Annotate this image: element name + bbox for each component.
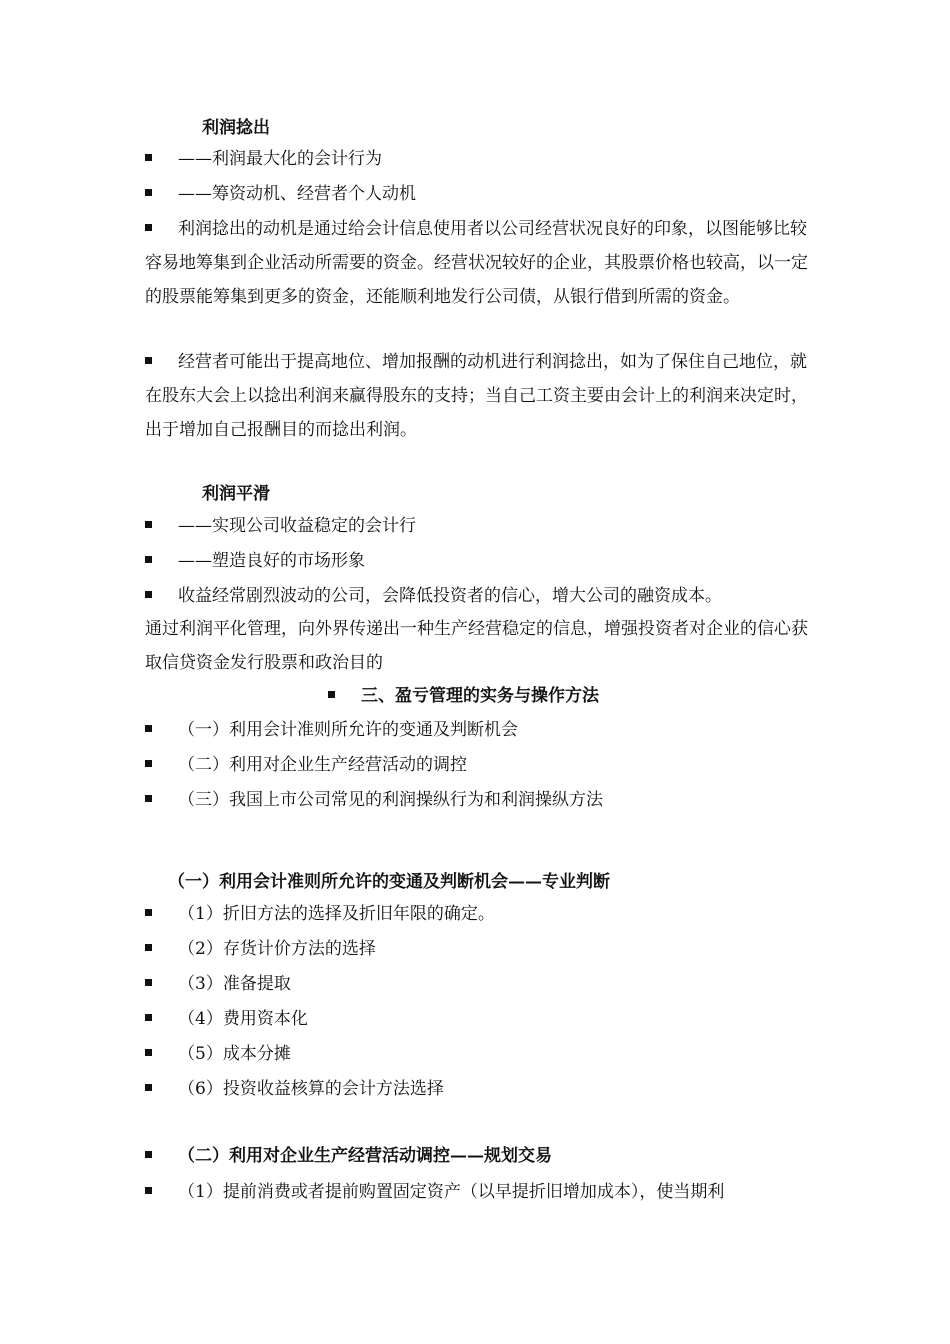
list-item: （1）折旧方法的选择及折旧年限的确定。: [145, 902, 495, 926]
list-item: （5）成本分摊: [145, 1042, 291, 1066]
bullet-icon: [145, 944, 152, 951]
bullet-icon: [145, 1151, 152, 1158]
list-item: （2）存货计价方法的选择: [145, 937, 376, 961]
bullet-icon: [145, 979, 152, 986]
list-item: （4）费用资本化: [145, 1007, 308, 1031]
bullet-icon: [145, 591, 152, 598]
bullet-icon: [145, 224, 152, 231]
bullet-icon: [145, 725, 152, 732]
list-item: 收益经常剧烈波动的公司，会降低投资者的信心，增大公司的融资成本。: [145, 584, 722, 608]
list-item: （1）提前消费或者提前购置固定资产（以早提折旧增加成本），使当期利: [145, 1180, 724, 1204]
bullet-icon: [145, 357, 152, 364]
section-title-planned-transactions: （二）利用对企业生产经营活动调控——规划交易: [145, 1144, 552, 1168]
bullet-icon: [145, 189, 152, 196]
bullet-icon: [145, 154, 152, 161]
bullet-icon: [328, 691, 335, 698]
list-item: ——塑造良好的市场形象: [145, 549, 365, 573]
section-title-profit-inflation: 利润捻出: [202, 118, 270, 138]
bullet-icon: [145, 521, 152, 528]
bullet-icon: [145, 1014, 152, 1021]
section-title-professional-judgment: （一）利用会计准则所允许的变通及判断机会——专业判断: [168, 872, 610, 892]
section-title-profit-smoothing: 利润平滑: [202, 484, 270, 504]
bullet-icon: [145, 795, 152, 802]
bullet-icon: [145, 909, 152, 916]
list-item: ——筹资动机、经营者个人动机: [145, 182, 416, 206]
bullet-icon: [145, 1187, 152, 1194]
bullet-icon: [145, 760, 152, 767]
paragraph: 通过利润平化管理，向外界传递出一种生产经营稳定的信息，增强投资者对企业的信心获取信贷资金发行股票和政治目的: [145, 619, 808, 673]
list-item: （一）利用会计准则所允许的变通及判断机会: [145, 718, 518, 742]
section-title-practice: 三、盈亏管理的实务与操作方法: [328, 684, 599, 708]
list-item: （3）准备提取: [145, 972, 291, 996]
bullet-icon: [145, 556, 152, 563]
bullet-icon: [145, 1084, 152, 1091]
list-item: ——利润最大化的会计行为: [145, 147, 382, 171]
paragraph: 利润捻出的动机是通过给会计信息使用者以公司经营状况良好的印象，以图能够比较容易地筹集到企业活动所需要的资金。经营状况较好的企业，其股票价格也较高，以一定的股票能筹集到更多的资金，还能顺利地发行公司债，从银行借到所需的资金。: [145, 219, 808, 307]
bullet-icon: [145, 1049, 152, 1056]
list-item: （三）我国上市公司常见的利润操纵行为和利润操纵方法: [145, 788, 603, 812]
paragraph: 经营者可能出于提高地位、增加报酬的动机进行利润捻出，如为了保住自己地位，就在股东大会上以捻出利润来赢得股东的支持；当自己工资主要由会计上的利润来决定时，出于增加自己报酬目的而捻出利润。: [145, 352, 808, 440]
list-item: （6）投资收益核算的会计方法选择: [145, 1077, 444, 1101]
list-item: （二）利用对企业生产经营活动的调控: [145, 753, 467, 777]
list-item: ——实现公司收益稳定的会计行: [145, 514, 416, 538]
